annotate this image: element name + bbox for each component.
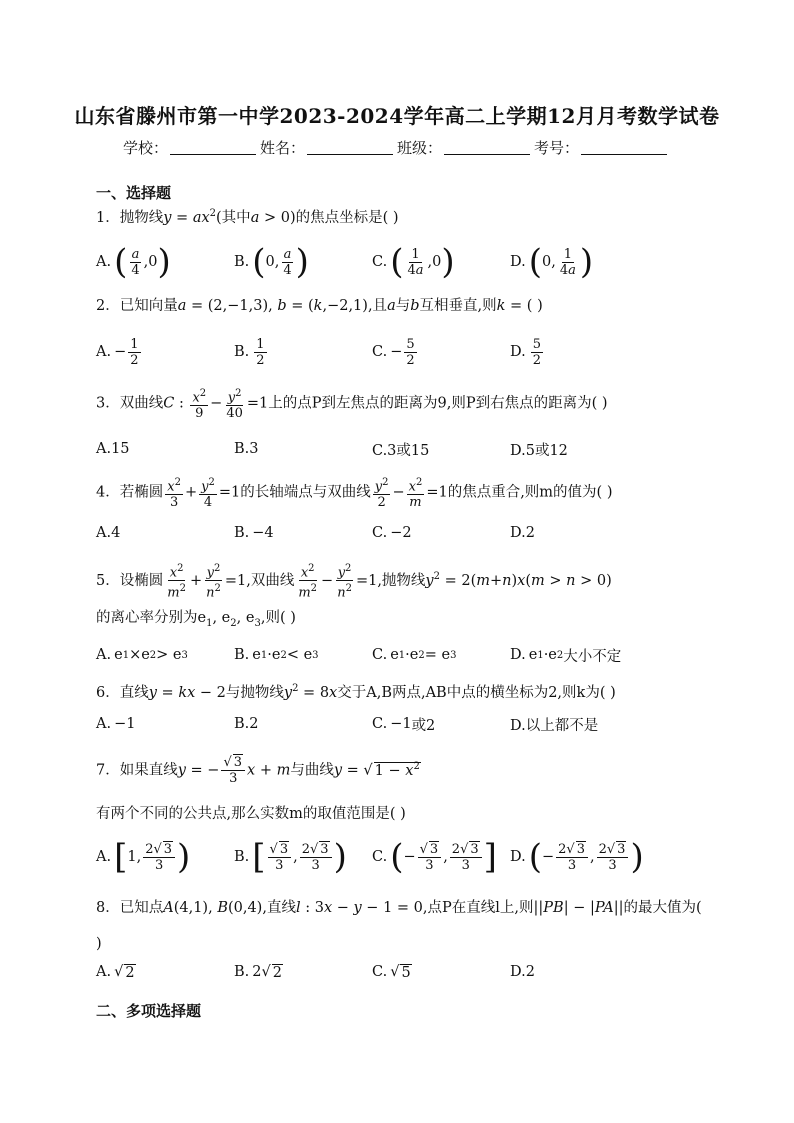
option-b[interactable]: B. ( 0, $\frac{a}{4}$ ) bbox=[234, 242, 309, 282]
option-c[interactable]: C. − $\frac{5}{2}$ bbox=[372, 336, 415, 368]
option-d[interactable]: D. $\frac{5}{2}$ bbox=[510, 336, 541, 368]
option-c[interactable]: C. e 1 ·e 2 = e 3 bbox=[372, 647, 457, 663]
option-b[interactable]: B. e 1 ·e 2 < e 3 bbox=[234, 647, 319, 663]
school-blank[interactable] bbox=[170, 140, 256, 155]
question-5: 5．设椭圆 $\frac{x^2}{m^2}$ + $\frac{y^2}{n^2}$ =1,双曲线 $\frac{x^2}{m^2}$ − $\frac{y^2}{n^2}$ =1,抛物线$y^2 = 2(m+n)x(m > n > 0)$ bbox=[96, 563, 612, 601]
option-c[interactable]: C.3或15 bbox=[372, 442, 430, 459]
question-7: 7．如果直线y = − $\frac{√ 3}{3}$ x + m与曲线y = √ $1 - x^2$ bbox=[96, 755, 420, 786]
question-8-options bbox=[96, 950, 696, 994]
question-1-options bbox=[96, 240, 696, 284]
page-title: 山东省滕州市第一中学2023-2024学年高二上学期12月月考数学试卷 bbox=[74, 104, 720, 128]
option-a[interactable]: A. −1 bbox=[96, 716, 136, 732]
question-2: 2．已知向量a = (2,−1,3), b = (k,−2,1),且a与b互相垂直,则k = ( ) bbox=[96, 298, 543, 314]
option-a[interactable]: A.15 bbox=[96, 441, 130, 457]
option-a[interactable]: A. [ 1, $\frac{2√ 3}{3}$ ) bbox=[96, 837, 191, 877]
option-b[interactable]: B.3 bbox=[234, 441, 259, 457]
option-a[interactable]: A. − $\frac{1}{2}$ bbox=[96, 336, 139, 368]
option-d[interactable]: D. ( 0, $\frac{1}{4a}$ ) bbox=[510, 242, 594, 282]
option-a[interactable]: A.4 bbox=[96, 525, 121, 541]
question-8: 8．已知点A(4,1), B(0,4),直线l : 3x − y − 1 = 0,点P在直线l上,则||PB| − |PA||的最大值为( bbox=[96, 900, 702, 916]
option-b[interactable]: B. −4 bbox=[234, 525, 274, 541]
option-c[interactable]: C. −2 bbox=[372, 525, 412, 541]
name-blank[interactable] bbox=[307, 140, 393, 155]
question-1: 1．抛物线$y = ax^2$(其中a > 0)的焦点坐标是( ) bbox=[96, 208, 399, 226]
option-a[interactable]: A. e 1 ×e 2 > e 3 bbox=[96, 647, 188, 663]
option-c[interactable]: C. −1 或2 bbox=[372, 716, 436, 734]
option-d[interactable]: D. ( − $\frac{2√ 3}{3}$ , $\frac{2√ 3}{3}$ ) bbox=[510, 837, 644, 877]
option-d[interactable]: D.2 bbox=[510, 964, 535, 980]
question-5-options bbox=[96, 633, 696, 677]
number-blank[interactable] bbox=[581, 140, 667, 155]
section-multiple-choice: 二、多项选择题 bbox=[96, 1002, 202, 1020]
question-6: 6．直线y = kx − 2与抛物线$y^2 = 8x$交于A,B两点,AB中点的横坐标为2,则k为( ) bbox=[96, 683, 616, 701]
question-7-line-2: 有两个不同的公共点,那么实数m的取值范围是( ) bbox=[96, 806, 406, 822]
question-4-options bbox=[96, 511, 696, 555]
student-info-line bbox=[0, 137, 794, 158]
option-c[interactable]: C. ( $\frac{1}{4a}$ ,0 ) bbox=[372, 242, 455, 282]
question-2-options bbox=[96, 330, 696, 374]
question-7-options bbox=[96, 835, 696, 879]
option-d[interactable]: D.5或12 bbox=[510, 442, 568, 459]
name-label: 姓名： bbox=[259, 139, 305, 157]
option-b[interactable]: B.2 bbox=[234, 716, 259, 732]
section-single-choice: 一、选择题 bbox=[96, 184, 172, 202]
question-3: 3．双曲线C : $\frac{x^2}{9}$ − $\frac{y^2}{40}$ =1上的点P到左焦点的距离为9,则P到右焦点的距离为( ) bbox=[96, 388, 608, 422]
option-b[interactable]: B. 2√ 2 bbox=[234, 964, 282, 981]
option-d[interactable]: D. e 1 ·e 2 大小不定 bbox=[510, 647, 622, 665]
option-d[interactable]: D.以上都不是 bbox=[510, 717, 599, 734]
question-5-line-2: 的离心率分别为$e_1$, $e_2$, $e_3$,则( ) bbox=[96, 610, 296, 629]
question-3-options bbox=[96, 427, 696, 471]
class-label: 班级： bbox=[397, 139, 443, 157]
option-c[interactable]: C. ( − $\frac{√ 3}{3}$ , $\frac{2√ 3}{3}$ ] bbox=[372, 837, 497, 877]
question-8-line-2: ) bbox=[96, 936, 102, 952]
question-4: 4．若椭圆 $\frac{x^2}{3}$ + $\frac{y^2}{4}$ =1的长轴端点与双曲线 $\frac{y^2}{2}$ − $\frac{x^2}{m}$ =1的焦点重合,则m的值为( ) bbox=[96, 477, 613, 511]
class-blank[interactable] bbox=[444, 140, 530, 155]
option-a[interactable]: A. √ 2 bbox=[96, 964, 135, 981]
number-label: 考号： bbox=[534, 139, 580, 157]
school-label: 学校： bbox=[122, 139, 168, 157]
question-6-options bbox=[96, 702, 696, 746]
option-d[interactable]: D.2 bbox=[510, 525, 535, 541]
option-b[interactable]: B. $\frac{1}{2}$ bbox=[234, 336, 265, 368]
option-b[interactable]: B. [ $\frac{√ 3}{3}$ , $\frac{2√ 3}{3}$ ) bbox=[234, 837, 347, 877]
option-a[interactable]: A. ( $\frac{a}{4}$ ,0 ) bbox=[96, 242, 171, 282]
option-c[interactable]: C. √ 5 bbox=[372, 964, 411, 981]
